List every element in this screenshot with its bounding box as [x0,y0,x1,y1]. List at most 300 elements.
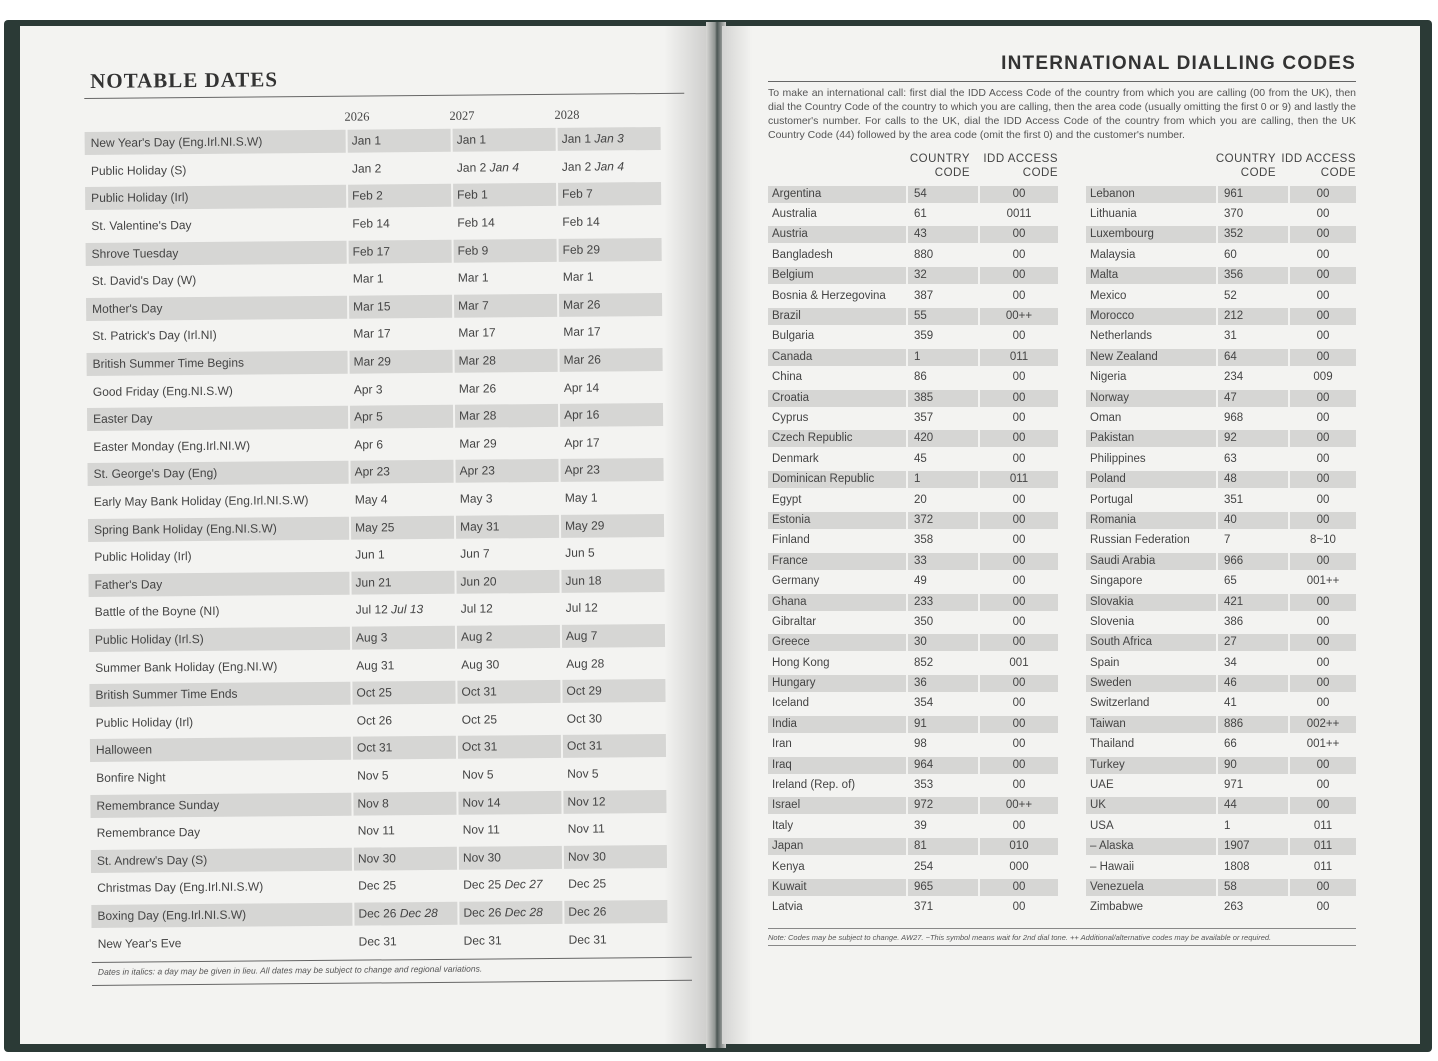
event-name: Bonfire Night [96,770,166,785]
notable-dates-section [84,61,692,986]
country-name: Bangladesh [772,248,833,261]
idd-access-code: 00 [980,675,1058,692]
country-name: Egypt [772,493,802,506]
event-name: Good Friday (Eng.NI.S.W) [92,383,233,399]
table-row [1086,490,1356,510]
country-code: 354 [914,697,934,710]
idd-access-code: 00 [1012,615,1026,628]
date-2027 [457,680,560,704]
country-code: 359 [914,330,934,343]
table-row [1086,612,1356,632]
country-name: Argentina [768,186,906,203]
date-2027 [454,294,557,318]
idd-access-code: 00 [1290,390,1356,407]
country-code: 356 [1218,267,1288,284]
date-2028 [559,265,662,289]
date-2026 [349,267,452,291]
date-value: Jan 2 [351,161,382,176]
year-2027: 2027 [449,108,475,123]
date-2028 [559,238,662,262]
date-value: Jun 1 [355,547,385,562]
country-name: Lebanon [1086,186,1216,203]
date-value: Apr 23 [459,463,495,479]
date-value: Apr 14 [563,380,600,395]
event-name: Boxing Day (Eng.Irl.NI.S.W) [91,903,352,928]
date-value: Aug 28 [566,656,605,671]
date-value: Jun 18 [565,573,602,588]
country-name: Slovakia [1086,594,1216,611]
country-code: 86 [914,371,927,384]
date-value: Dec 25 [358,878,397,893]
country-name: Portugal [1090,493,1133,506]
page-gutter-shadow-right [722,26,752,1044]
date-2028 [562,679,665,703]
country-code: 47 [1218,390,1288,407]
date-value: Oct 25 [461,712,498,727]
country-name: France [768,553,906,570]
table-row [1086,877,1356,897]
date-2027 [453,128,556,152]
idd-access-code: 00 [1012,493,1026,506]
date-2026 [350,460,453,484]
date-2028 [558,182,661,206]
date-value: Oct 25 [356,685,392,700]
country-name: India [768,716,906,733]
notable-dates-title: NOTABLE DATES [90,67,279,93]
date-value: Feb 29 [562,242,601,257]
country-code: 263 [1224,901,1244,914]
event-name: Public Holiday (Irl.S) [89,627,350,652]
country-code: 65 [1224,575,1237,588]
notable-dates-table [85,125,692,958]
event-name: Halloween [90,737,351,762]
table-row [1086,469,1356,489]
header-idd-access-code: IDD ACCESS CODE [983,153,1058,179]
date-value: Aug 2 [460,629,493,644]
date-2026 [354,819,457,843]
date-value: Mar 1 [562,269,594,285]
date-2028 [560,458,663,482]
date-2026 [352,626,455,650]
date-2026 [349,322,452,346]
table-row [1086,571,1356,591]
date-2028 [561,569,664,593]
country-name: Slovenia [1090,615,1135,628]
idd-access-code: 00 [1012,534,1026,547]
date-2027 [459,818,562,842]
country-code: 254 [914,860,934,873]
date-value: Nov 12 [567,794,606,809]
date-2027 [459,901,562,925]
country-code: 234 [1224,371,1244,384]
table-row [1086,694,1356,714]
country-code: 1 [908,349,978,366]
table-row [768,388,1058,408]
bottom-rule [92,980,692,986]
idd-access-code: 000 [1009,860,1029,873]
country-code: 852 [914,656,934,669]
idd-access-code: 00 [980,553,1058,570]
country-code: 972 [908,797,978,814]
table-row [768,714,1058,734]
country-code: 966 [1218,553,1288,570]
date-value: Mar 28 [458,353,497,368]
date-in-lieu: Jan 4 [489,160,520,175]
country-name: USA [1090,819,1114,832]
country-code: 971 [1224,779,1244,792]
idd-access-code: 00++ [980,797,1058,814]
event-name: New Year's Eve [97,935,182,951]
country-name: Israel [768,797,906,814]
country-code: 40 [1218,512,1288,529]
date-2026 [353,709,456,733]
date-2027 [458,708,561,732]
country-name: Malta [1086,267,1216,284]
event-name: Public Holiday (Irl) [94,549,192,565]
idd-access-code: 00 [1316,208,1330,221]
country-code: 63 [1224,452,1237,465]
country-code: 385 [908,390,978,407]
country-name: China [772,371,803,384]
table-row [768,245,1058,265]
date-2028 [560,431,663,455]
bottom-rule [768,945,1356,946]
date-2027 [454,239,557,263]
date-2027 [458,790,561,814]
table-row [768,592,1058,612]
date-value: Oct 31 [356,740,393,756]
country-code: 30 [908,634,978,651]
country-code: 886 [1218,716,1288,733]
date-value: Feb 9 [457,243,489,258]
table-row [1086,633,1356,653]
country-name: New Zealand [1086,349,1216,366]
idd-access-code: 00 [980,757,1058,774]
date-2028 [563,707,666,731]
table-row [1086,531,1356,551]
country-name: Estonia [768,512,906,529]
country-code: 370 [1224,208,1244,221]
country-name: Hong Kong [772,656,830,669]
idd-access-code: 00 [1012,330,1026,343]
country-code: 371 [914,901,934,914]
country-name: Turkey [1086,757,1216,774]
table-row [768,612,1058,632]
country-code: 7 [1224,534,1231,547]
table-row [1086,857,1356,877]
header-country-code: COUNTRY CODE [1215,153,1276,179]
country-name: Nigeria [1090,371,1127,384]
date-value: Nov 11 [567,821,605,836]
table-row [768,266,1058,286]
idd-access-code: 00 [1316,248,1330,261]
country-code: 92 [1218,430,1288,447]
idd-access-code: 011 [1313,819,1333,832]
country-code: 964 [908,757,978,774]
country-name: Poland [1086,471,1216,488]
country-code: 43 [908,226,978,243]
country-name: Singapore [1090,575,1143,588]
country-code: 1907 [1218,838,1288,855]
date-value: Nov 11 [462,822,500,837]
country-code: 352 [1218,226,1288,243]
date-2028 [563,762,666,786]
idd-access-code: 00 [980,430,1058,447]
country-code: 233 [908,594,978,611]
country-name: Ireland (Rep. of) [772,779,856,792]
idd-access-code: 00 [1290,594,1356,611]
date-value: Aug 3 [355,630,388,645]
date-2027 [456,542,559,566]
country-code: 55 [908,308,978,325]
table-row [1086,837,1356,857]
idd-access-code: 00 [1012,452,1026,465]
date-value: Jan 2 [561,159,592,174]
table-row [768,449,1058,469]
idd-access-code: 00 [1290,675,1356,692]
date-value: Nov 30 [462,850,502,865]
date-2027 [454,266,557,290]
country-name: Latvia [772,901,803,914]
event-name: Battle of the Boyne (NI) [94,604,220,620]
date-2027 [457,652,560,676]
date-in-lieu: Dec 28 [504,904,543,920]
idd-access-code: 009 [1313,371,1333,384]
idd-access-code: 00 [1012,289,1026,302]
date-value: Dec 26 [568,904,607,919]
country-name: Dominican Republic [768,471,906,488]
table-row [1086,775,1356,795]
country-code: 421 [1218,594,1288,611]
date-2026 [352,653,455,677]
event-name: Remembrance Sunday [90,792,351,817]
country-code: 81 [908,838,978,855]
dialling-codes-title: INTERNATIONAL DIALLING CODES [1001,53,1356,74]
idd-access-code: 00 [1316,330,1330,343]
table-row [1086,306,1356,326]
table-row [768,368,1058,388]
event-name: Public Holiday (S) [90,163,187,178]
date-value: Feb 14 [352,216,390,231]
date-2026 [349,350,452,374]
country-name: Brazil [768,308,906,325]
date-value: Nov 8 [357,795,389,811]
date-value: Feb 14 [457,215,495,230]
idd-access-code: 001 [1009,656,1029,669]
country-name: Netherlands [1090,330,1153,343]
idd-access-code: 00 [1316,411,1330,424]
event-name: Easter Day [87,406,348,431]
country-name: Denmark [772,452,819,465]
date-2028 [562,652,665,676]
date-2027 [455,404,558,428]
date-value: Mar 26 [563,297,601,312]
idd-access-code: 00 [980,879,1058,896]
idd-access-code: 011 [1313,860,1333,873]
table-row [1086,347,1356,367]
idd-access-code: 00 [1012,248,1026,261]
table-row [1086,816,1356,836]
date-2026 [351,571,454,595]
country-name: Morocco [1086,308,1216,325]
date-value: Jun 20 [460,574,497,589]
idd-access-code: 00 [1290,267,1356,284]
idd-access-code: 00 [1290,349,1356,366]
date-2028 [564,845,667,869]
idd-access-code: 00 [1316,289,1330,302]
table-row [1086,429,1356,449]
date-2028 [562,624,665,648]
idd-access-code: 00 [1316,493,1330,506]
table-row [768,306,1058,326]
date-value: Apr 3 [353,382,383,397]
date-2027 [455,377,558,401]
date-value: Aug 31 [356,657,395,673]
table-row [768,571,1058,591]
date-value: Nov 30 [567,849,607,864]
dialling-codes-section [768,50,1356,946]
idd-access-code: 00 [980,226,1058,243]
table-row [768,633,1058,653]
idd-access-code: 00 [1316,901,1330,914]
country-name: Saudi Arabia [1086,553,1216,570]
date-2026 [348,157,451,181]
date-2028 [561,541,664,565]
table-row [768,429,1058,449]
date-2027 [456,514,559,538]
country-name: Malaysia [1090,248,1136,261]
table-row [1086,673,1356,693]
date-2026 [353,791,456,815]
country-code: 46 [1218,675,1288,692]
date-2028 [559,348,662,372]
country-name: Zimbabwe [1090,901,1144,914]
event-name: St. George's Day (Eng) [87,461,348,486]
table-row [768,775,1058,795]
date-in-lieu: Dec 28 [399,905,438,921]
date-value: Nov 11 [357,823,395,838]
idd-access-code: 0011 [1006,208,1032,221]
idd-access-code: 00 [1316,656,1330,669]
idd-access-code: 00 [1012,575,1026,588]
table-row [768,347,1058,367]
table-row [1086,225,1356,245]
table-row [1086,184,1356,204]
event-name: Early May Bank Holiday (Eng.Irl.NI.S.W) [93,493,309,509]
header-country-code: COUNTRY CODE [909,153,970,179]
date-value: Apr 23 [354,464,390,480]
date-2028 [558,210,661,234]
date-value: Mar 17 [563,324,601,340]
date-2028 [564,872,667,896]
country-code: 212 [1218,308,1288,325]
table-row [768,286,1058,306]
date-2026 [348,129,451,153]
table-row [1086,204,1356,224]
idd-access-code: 00 [1012,697,1026,710]
date-2027 [456,570,559,594]
country-code: 36 [908,675,978,692]
country-name: Sweden [1086,675,1216,692]
table-row [1086,408,1356,428]
date-2028 [560,376,663,400]
date-2028 [560,403,663,427]
table-row [1086,755,1356,775]
date-2028 [561,486,664,510]
date-in-lieu: Jan 3 [594,131,624,146]
date-value: Feb 17 [352,244,391,259]
country-name: Romania [1086,512,1216,529]
country-code: 358 [914,534,934,547]
idd-access-code: 00 [1290,553,1356,570]
date-2027 [453,183,556,207]
country-code: 350 [914,615,934,628]
country-code: 27 [1218,634,1288,651]
country-name: – Alaska [1086,838,1216,855]
country-name: Bulgaria [772,330,815,343]
country-code: 1 [1224,819,1231,832]
dialling-column-right [1086,148,1356,918]
table-row [768,857,1058,877]
date-value: Jun 7 [460,546,490,561]
table-row [768,755,1058,775]
date-2027 [457,597,560,621]
country-name: Bosnia & Herzegovina [772,289,886,302]
date-2028 [559,293,662,317]
idd-access-code: 00 [1316,615,1330,628]
date-2026 [354,847,457,871]
table-row [1086,551,1356,571]
table-row [768,673,1058,693]
country-code: 961 [1218,186,1288,203]
country-name: Germany [772,575,820,588]
idd-access-code: 00 [1290,430,1356,447]
date-2028 [562,596,665,620]
table-row [768,735,1058,755]
date-value: Dec 31 [568,931,607,947]
idd-access-code: 00 [1316,697,1330,710]
date-2027 [458,763,561,787]
idd-access-code: 00 [1290,308,1356,325]
date-2028 [565,927,668,951]
country-name: Philippines [1090,452,1146,465]
date-2027 [459,873,562,897]
country-code: 66 [1224,738,1237,751]
date-value: Jun 21 [355,575,392,590]
country-name: – Hawaii [1090,860,1135,873]
idd-access-code: 001++ [1306,575,1340,588]
event-name: St. Andrew's Day (S) [91,847,352,872]
event-name: British Summer Time Ends [89,682,350,707]
date-value: Nov 30 [357,851,397,866]
country-code: 353 [914,779,934,792]
date-value: Oct 26 [356,713,393,728]
date-value: May 31 [459,519,500,534]
country-name: Australia [772,208,817,221]
country-code: 90 [1218,757,1288,774]
idd-access-code: 00 [1290,757,1356,774]
country-name: Kuwait [768,879,906,896]
idd-access-code: 00 [1012,411,1026,424]
date-value: Mar 17 [353,326,391,342]
country-code: 60 [1224,248,1237,261]
country-name: Kenya [772,860,805,873]
idd-access-code: 00 [980,390,1058,407]
date-value: Dec 25 [463,877,502,893]
year-2026: 2026 [344,109,370,124]
country-code: 965 [908,879,978,896]
idd-access-code: 00 [1012,819,1026,832]
